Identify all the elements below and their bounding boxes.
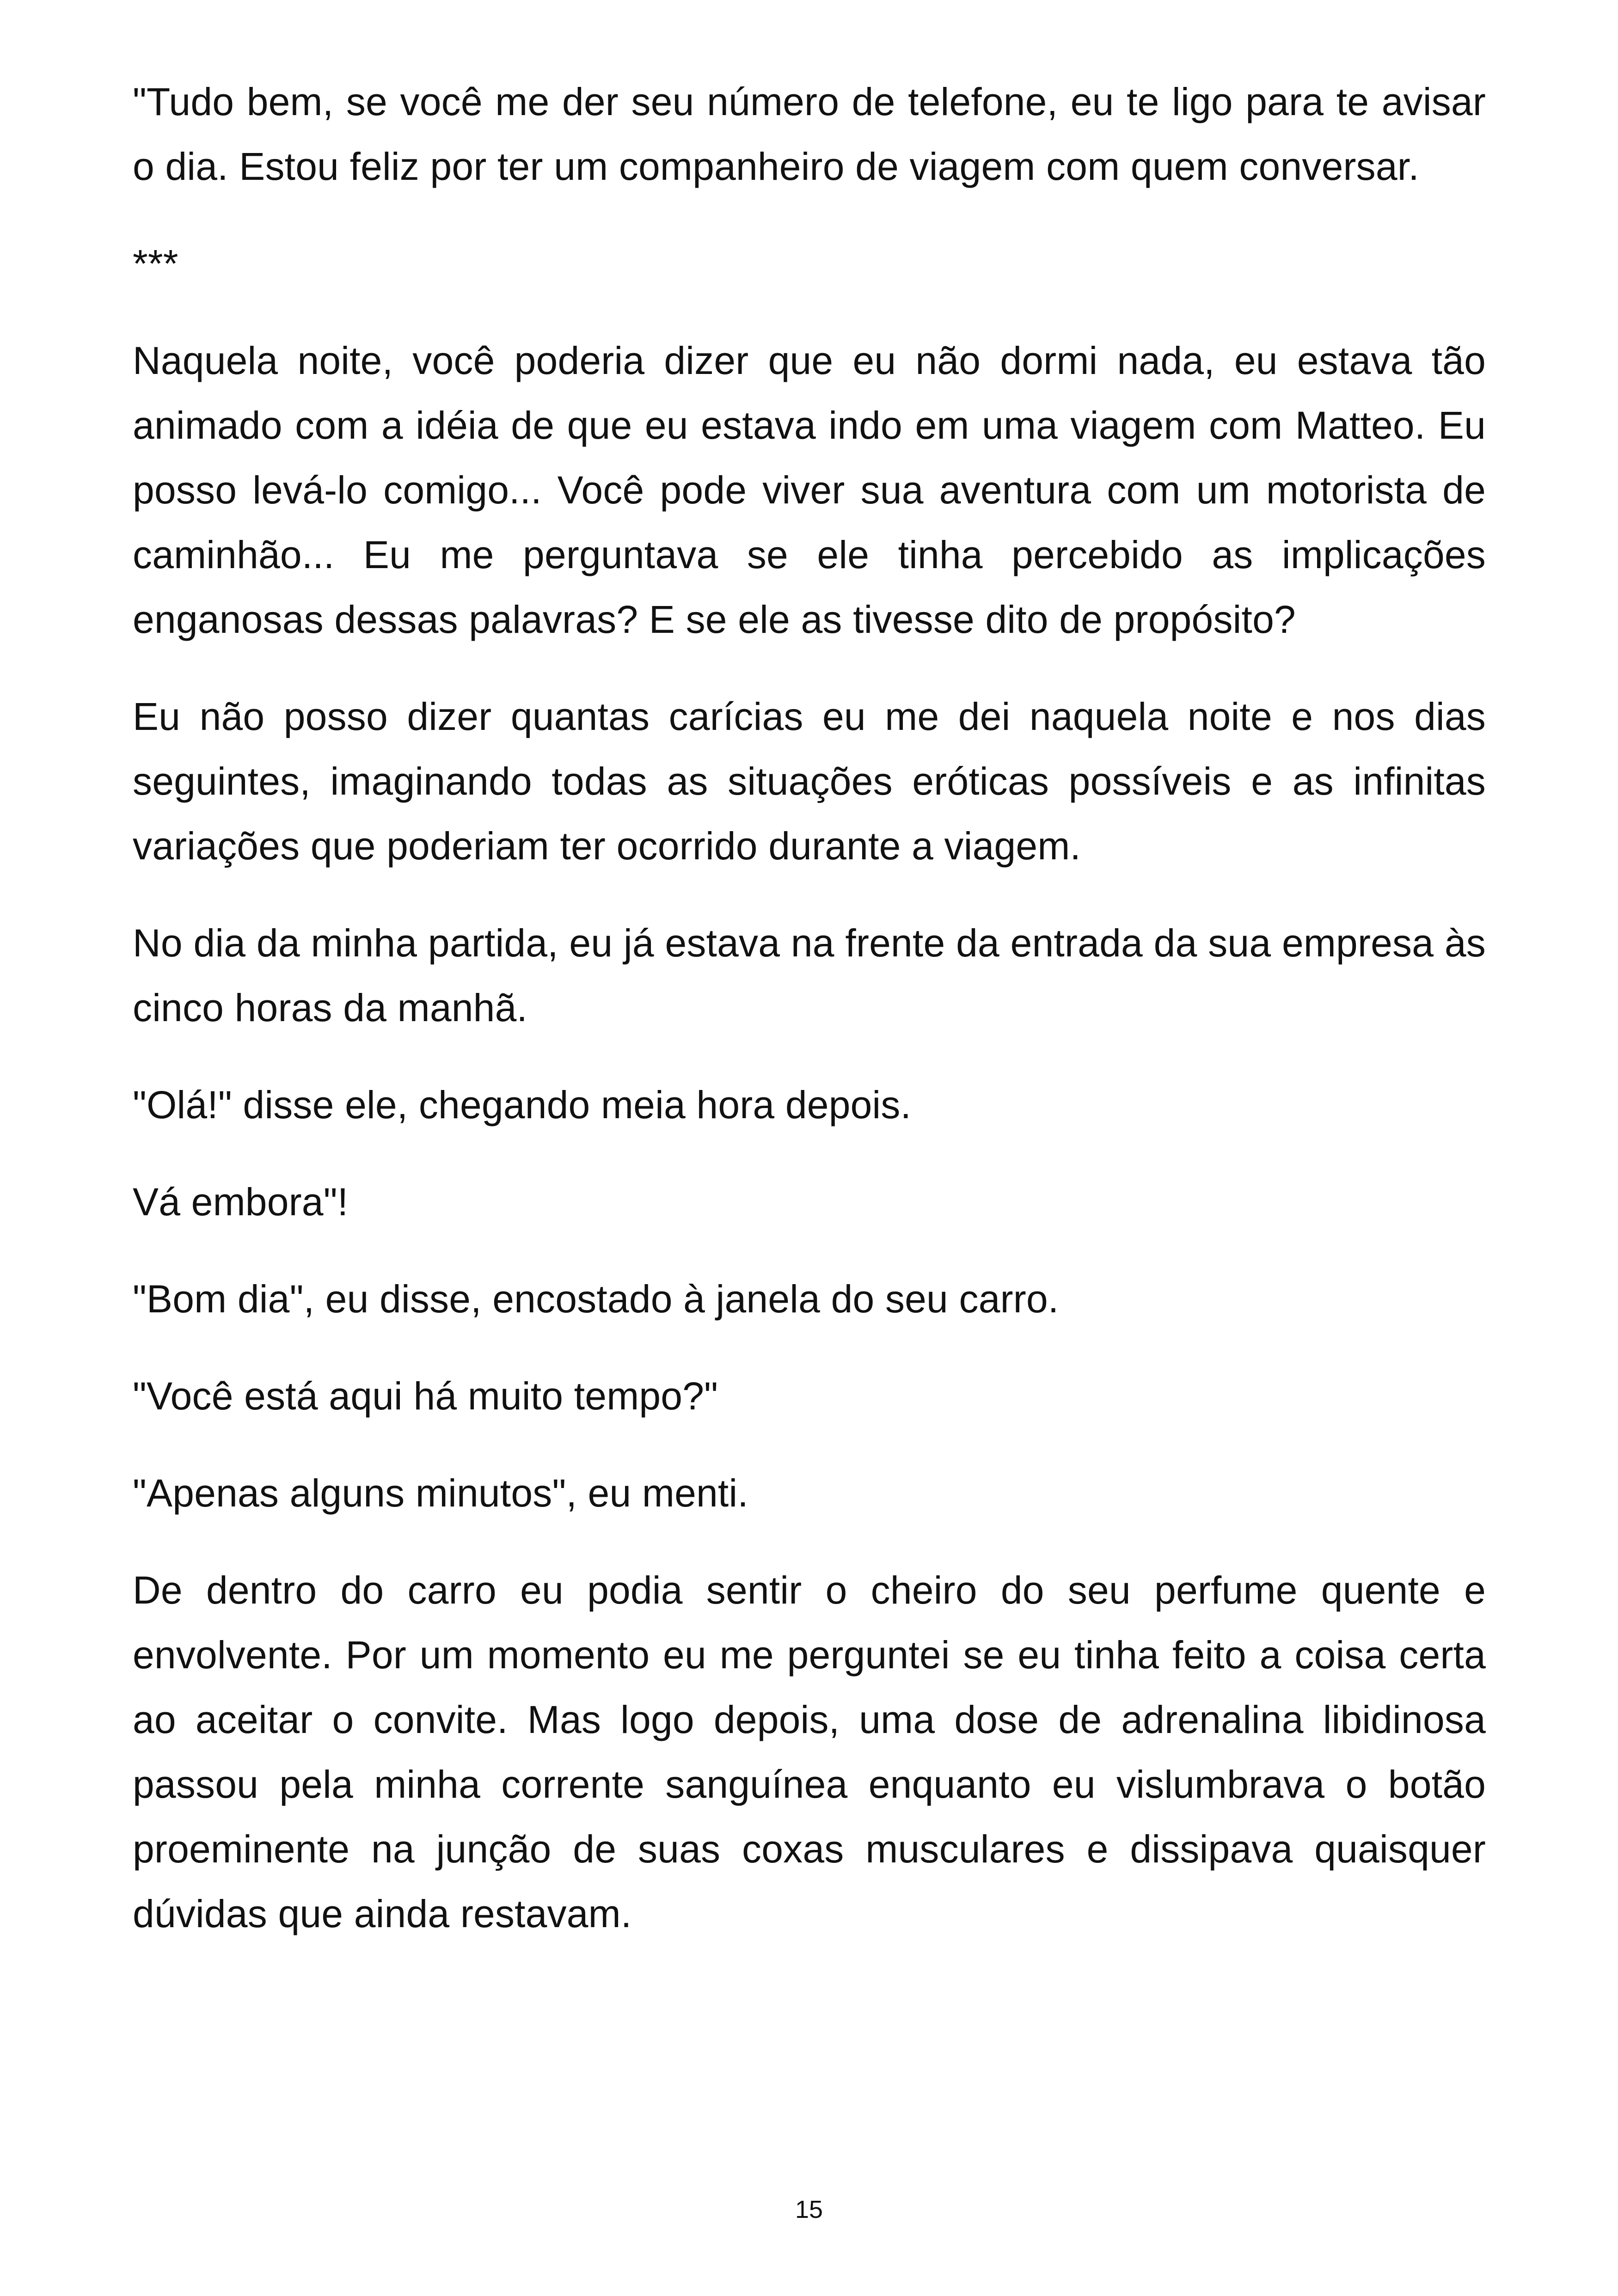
paragraph-phone-call: "Tudo bem, se você me der seu número de telefone, eu te ligo para te avisar o dia. Estou feliz por ter um companheiro de viagem com quem conversar. [133, 80, 1486, 188]
page-number: 15 [795, 2196, 823, 2223]
paragraph-long-time: "Você está aqui há muito tempo?" [133, 1374, 718, 1418]
paragraph-caresses: Eu não posso dizer quantas carícias eu me dei naquela noite e nos dias seguintes, imaginando todas as situações eróticas possíveis e as infinitas variações que poderiam ter ocorrido durante a viagem. [133, 695, 1486, 868]
paragraph-departure-day: No dia da minha partida, eu já estava na frente da entrada da sua empresa às cinco horas da manhã. [133, 921, 1486, 1029]
page-body [133, 69, 1486, 1978]
paragraph-go-away: Vá embora"! [133, 1180, 349, 1224]
paragraph-hello: "Olá!" disse ele, chegando meia hora depois. [133, 1083, 912, 1127]
section-break: *** [133, 242, 178, 285]
paragraph-that-night: Naquela noite, você poderia dizer que eu não dormi nada, eu estava tão animado com a idéia de que eu estava indo em uma viagem com Matteo. Eu posso levá-lo comigo... Você pode viver sua aventura com um motorista de caminhão... Eu me perguntava se ele tinha percebido as implicações enganosas dessas palavras? E se ele as tivesse dito de propósito? [133, 339, 1486, 641]
paragraph-inside-car: De dentro do carro eu podia sentir o cheiro do seu perfume quente e envolvente. Por um momento eu me perguntei se eu tinha feito a coisa certa ao aceitar o convite. Mas logo depois, uma dose de adrenalina libidinosa passou pela minha corrente sanguínea enquanto eu vislumbrava o botão proeminente na junção de suas coxas musculares e dissipava quaisquer dúvidas que ainda restavam. [133, 1568, 1486, 1935]
paragraph-good-morning: "Bom dia", eu disse, encostado à janela do seu carro. [133, 1277, 1059, 1321]
paragraph-few-minutes: "Apenas alguns minutos", eu menti. [133, 1471, 748, 1515]
